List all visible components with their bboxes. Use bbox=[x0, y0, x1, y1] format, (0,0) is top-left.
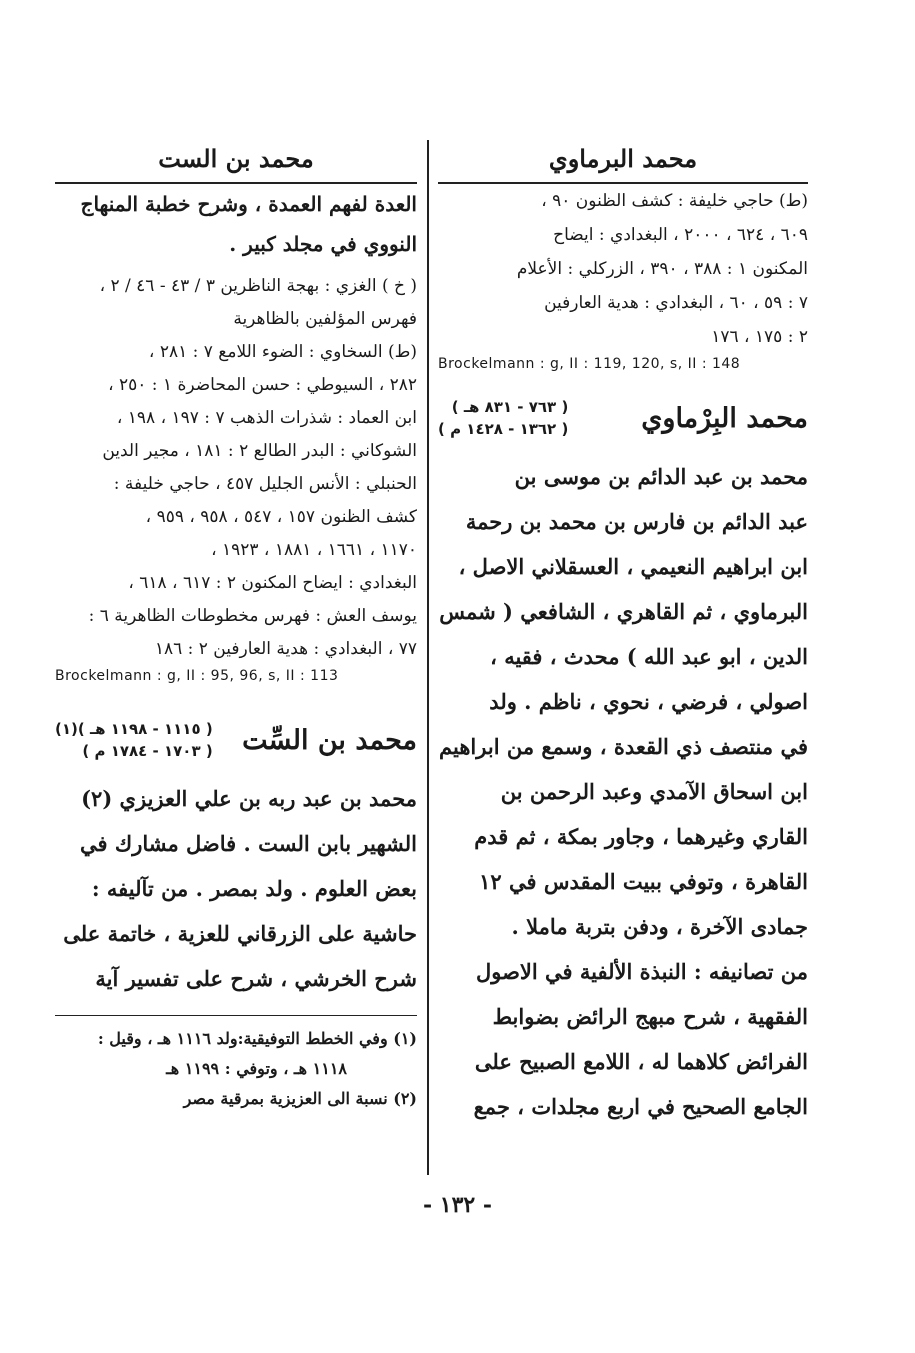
reference-line: ٧ : ٥٩ ، ٦٠ ، البغدادي : هدية العارفين bbox=[544, 293, 808, 313]
body-line: عبد الدائم بن فارس بن محمد بن رحمة bbox=[465, 509, 808, 534]
entry-name: محمد بن السِّت bbox=[242, 724, 417, 756]
left-references bbox=[55, 272, 417, 664]
body-line: العدة لفهم العمدة ، وشرح خطبة المنهاج bbox=[80, 192, 417, 216]
entry-dates bbox=[438, 396, 568, 440]
body-line: القاري وغيرهما ، وجاور بمكة ، ثم قدم bbox=[474, 824, 808, 849]
reference-line: يوسف العش : فهرس مخطوطات الظاهرية ٦ : bbox=[88, 606, 417, 626]
dates-hijri: ( ٧٦٣ - ٨٣١ هـ ) bbox=[451, 398, 569, 416]
body-line: ابن ابراهيم النعيمي ، العسقلاني الاصل ، bbox=[458, 554, 808, 579]
reference-line: ٦٠٩ ، ٦٢٤ ، ٢٠٠٠ ، البغدادي : ايضاح bbox=[553, 225, 808, 245]
footnotes bbox=[55, 1024, 417, 1114]
reference-line: ١١٧٠ ، ١٦٦١ ، ١٨٨١ ، ١٩٢٣ ، bbox=[211, 540, 417, 560]
body-line: محمد بن عبد الدائم بن موسى بن bbox=[514, 464, 808, 489]
reference-line: كشف الظنون ١٥٧ ، ٥٤٧ ، ٩٥٨ ، ٩٥٩ ، bbox=[145, 507, 417, 527]
footnote-line: (٢) نسبة الى العزيزية بمرقية مصر bbox=[183, 1089, 417, 1108]
reference-line: ٧٧ ، البغدادي : هدية العارفين ٢ : ١٨٦ bbox=[154, 639, 417, 659]
dates-gregorian: ( ١٣٦٢ - ١٤٢٨ م ) bbox=[438, 420, 569, 438]
page-number: - ١٣٢ - bbox=[422, 1192, 493, 1218]
left-entry-heading bbox=[55, 718, 417, 762]
right-column bbox=[438, 140, 808, 1129]
right-latin-reference: Brockelmann : g, II : 119, 120, s, II : 148 bbox=[438, 356, 741, 372]
right-references bbox=[438, 186, 808, 352]
body-line: القاهرة ، وتوفي ببيت المقدس في ١٢ bbox=[479, 869, 808, 894]
reference-line: ابن العماد : شذرات الذهب ٧ : ١٩٧ ، ١٩٨ ، bbox=[116, 408, 417, 428]
left-column bbox=[55, 140, 417, 1114]
footnote-rule bbox=[55, 1015, 417, 1016]
body-line: الدين ، ابو عبد الله ) محدث ، فقيه ، bbox=[490, 644, 808, 669]
reference-line: ٢٨٢ ، السيوطي : حسن المحاضرة ١ : ٢٥٠ ، bbox=[108, 375, 417, 395]
entry-name: محمد البِرْماوي bbox=[641, 402, 808, 434]
body-line: محمد بن عبد ربه بن علي العزيزي (٢) bbox=[81, 786, 417, 811]
column-divider bbox=[427, 140, 429, 1175]
dates-hijri: ( ١١١٥ - ١١٩٨ هـ )(١) bbox=[55, 720, 213, 738]
body-line: النووي في مجلد كبير . bbox=[229, 232, 417, 256]
reference-line: المكنون ١ : ٣٨٨ ، ٣٩٠ ، الزركلي : الأعلام bbox=[516, 259, 808, 279]
left-latin-reference: Brockelmann : g, II : 95, 96, s, II : 113 bbox=[55, 668, 339, 684]
right-entry-body bbox=[438, 454, 808, 1129]
reference-line: (ط) حاجي خليفة : كشف الظنون ٩٠ ، bbox=[541, 191, 808, 211]
right-entry-heading bbox=[438, 396, 808, 440]
body-line: الجامع الصحيح في اربع مجلدات ، جمع bbox=[473, 1094, 808, 1119]
right-running-head: محمد البرماوي bbox=[548, 144, 698, 173]
footnote-line: (١) وفي الخطط التوفيقية:ولد ١١١٦ هـ ، وقيل : bbox=[97, 1029, 417, 1048]
body-line: من تصانيفه : النبذة الألفية في الاصول bbox=[475, 959, 808, 984]
reference-line: ٢ : ١٧٥ ، ١٧٦ bbox=[711, 327, 808, 347]
body-line: بعض العلوم . ولد بمصر . من تآليفه : bbox=[91, 876, 417, 901]
reference-line: الشوكاني : البدر الطالع ٢ : ١٨١ ، مجير الدين bbox=[102, 441, 417, 461]
dates-gregorian: ( ١٧٠٣ - ١٧٨٤ م ) bbox=[82, 742, 213, 760]
reference-line: ( خ ) الغزي : بهجة الناظرين ٣ / ٤٣ - ٤٦ / ٢ ، bbox=[99, 276, 417, 296]
body-line: البرماوي ، ثم القاهري ، الشافعي ( شمس bbox=[439, 599, 808, 624]
reference-line: البغدادي : ايضاح المكنون ٢ : ٦١٧ ، ٦١٨ ، bbox=[128, 573, 417, 593]
reference-line: (ط) السخاوي : الضوء اللامع ٧ : ٢٨١ ، bbox=[148, 342, 417, 362]
body-line: اصولي ، فرضي ، نحوي ، ناظم . ولد bbox=[489, 689, 808, 714]
left-continuation-text bbox=[55, 184, 417, 264]
body-line: الفرائض كلاهما له ، اللامع الصبيح على bbox=[474, 1049, 808, 1074]
body-line: حاشية على الزرقاني للعزية ، خاتمة على bbox=[63, 921, 417, 946]
left-running-head: محمد بن الست bbox=[158, 144, 314, 173]
body-line: جمادى الآخرة ، ودفن بتربة ماملا . bbox=[511, 914, 808, 939]
entry-dates bbox=[55, 718, 213, 762]
reference-line: فهرس المؤلفين بالظاهرية bbox=[233, 309, 417, 329]
body-line: في منتصف ذي القعدة ، وسمع من ابراهيم bbox=[439, 734, 808, 759]
reference-line: الحنبلي : الأنس الجليل ٤٥٧ ، حاجي خليفة : bbox=[113, 474, 417, 494]
body-line: الفقهية ، شرح مبهج الرائض بضوابط bbox=[492, 1004, 808, 1029]
body-line: الشهير بابن الست . فاضل مشارك في bbox=[80, 831, 417, 856]
footnote-line: ١١١٨ هـ ، وتوفي : ١١٩٩ هـ bbox=[166, 1059, 347, 1078]
left-entry-body bbox=[55, 776, 417, 1001]
body-line: شرح الخرشي ، شرح على تفسير آية bbox=[95, 966, 417, 991]
body-line: ابن اسحاق الآمدي وعبد الرحمن بن bbox=[500, 779, 808, 804]
